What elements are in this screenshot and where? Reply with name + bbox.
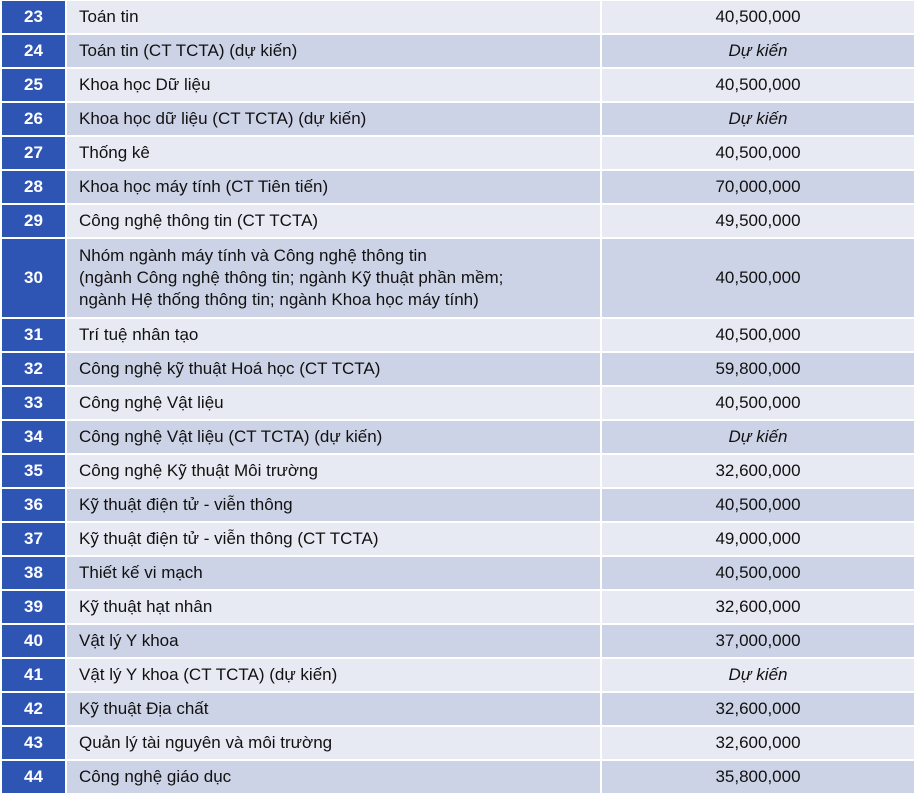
row-number: 39 — [2, 591, 67, 623]
tuition-fee: 49,000,000 — [602, 523, 914, 555]
program-name-line: Nhóm ngành máy tính và Công nghệ thông tin — [79, 246, 427, 265]
program-name-line: Công nghệ Kỹ thuật Môi trường — [79, 461, 318, 480]
tuition-fee: 70,000,000 — [602, 171, 914, 203]
program-name — [67, 137, 602, 169]
program-name — [67, 319, 602, 351]
tuition-fee: 32,600,000 — [602, 455, 914, 487]
row-number: 43 — [2, 727, 67, 759]
tuition-fee: 40,500,000 — [602, 239, 914, 317]
tuition-fee: 40,500,000 — [602, 319, 914, 351]
tuition-fee: 32,600,000 — [602, 727, 914, 759]
table-row — [2, 727, 914, 761]
program-name-line: Kỹ thuật Địa chất — [79, 699, 209, 718]
row-number: 26 — [2, 103, 67, 135]
table-row — [2, 103, 914, 137]
program-name — [67, 1, 602, 33]
row-number: 28 — [2, 171, 67, 203]
program-name-line: Vật lý Y khoa — [79, 631, 179, 650]
program-name-line: Kỹ thuật điện tử - viễn thông — [79, 495, 293, 514]
tuition-fee: 40,500,000 — [602, 1, 914, 33]
program-name-line: Công nghệ kỹ thuật Hoá học (CT TCTA) — [79, 359, 381, 378]
table-row — [2, 625, 914, 659]
tuition-fee: Dự kiến — [602, 421, 914, 453]
table-row — [2, 557, 914, 591]
table-row — [2, 455, 914, 489]
table-row — [2, 761, 914, 795]
program-name-line: Khoa học Dữ liệu — [79, 75, 211, 94]
table-row — [2, 523, 914, 557]
program-name-line: Toán tin — [79, 7, 139, 26]
program-name — [67, 591, 602, 623]
tuition-fee: 32,600,000 — [602, 693, 914, 725]
table-row — [2, 69, 914, 103]
program-name-line: Công nghệ Vật liệu (CT TCTA) (dự kiến) — [79, 427, 383, 446]
program-name-line: Kỹ thuật hạt nhân — [79, 597, 213, 616]
tuition-table — [2, 0, 914, 795]
program-name-line: Công nghệ Vật liệu — [79, 393, 224, 412]
row-number: 29 — [2, 205, 67, 237]
table-row — [2, 205, 914, 239]
tuition-fee: Dự kiến — [602, 659, 914, 691]
row-number: 44 — [2, 761, 67, 793]
table-row — [2, 239, 914, 319]
program-name — [67, 557, 602, 589]
row-number: 37 — [2, 523, 67, 555]
tuition-fee: 59,800,000 — [602, 353, 914, 385]
program-name — [67, 387, 602, 419]
table-row — [2, 489, 914, 523]
program-name — [67, 659, 602, 691]
program-name — [67, 421, 602, 453]
row-number: 42 — [2, 693, 67, 725]
row-number: 36 — [2, 489, 67, 521]
program-name-line: Trí tuệ nhân tạo — [79, 325, 199, 344]
program-name — [67, 103, 602, 135]
table-row — [2, 659, 914, 693]
tuition-fee: 40,500,000 — [602, 557, 914, 589]
program-name-line: Quản lý tài nguyên và môi trường — [79, 733, 333, 752]
program-name — [67, 353, 602, 385]
table-row — [2, 591, 914, 625]
program-name — [67, 625, 602, 657]
program-name-line: Thống kê — [79, 143, 150, 162]
row-number: 23 — [2, 1, 67, 33]
row-number: 40 — [2, 625, 67, 657]
table-row — [2, 421, 914, 455]
program-name — [67, 239, 602, 317]
program-name — [67, 489, 602, 521]
row-number: 30 — [2, 239, 67, 317]
program-name-line: Kỹ thuật điện tử - viễn thông (CT TCTA) — [79, 529, 379, 548]
table-row — [2, 387, 914, 421]
tuition-fee: Dự kiến — [602, 35, 914, 67]
tuition-fee: 40,500,000 — [602, 387, 914, 419]
tuition-fee: Dự kiến — [602, 103, 914, 135]
program-name — [67, 523, 602, 555]
tuition-fee: 35,800,000 — [602, 761, 914, 793]
row-number: 24 — [2, 35, 67, 67]
tuition-fee: 49,500,000 — [602, 205, 914, 237]
program-name-line: Khoa học dữ liệu (CT TCTA) (dự kiến) — [79, 109, 367, 128]
tuition-fee: 40,500,000 — [602, 69, 914, 101]
row-number: 25 — [2, 69, 67, 101]
row-number: 33 — [2, 387, 67, 419]
row-number: 41 — [2, 659, 67, 691]
tuition-fee: 40,500,000 — [602, 137, 914, 169]
program-name — [67, 171, 602, 203]
row-number: 35 — [2, 455, 67, 487]
row-number: 38 — [2, 557, 67, 589]
program-name-line: Vật lý Y khoa (CT TCTA) (dự kiến) — [79, 665, 338, 684]
row-number: 34 — [2, 421, 67, 453]
program-name-line: Công nghệ thông tin (CT TCTA) — [79, 211, 319, 230]
program-name-line: Thiết kế vi mạch — [79, 563, 203, 582]
table-row — [2, 693, 914, 727]
program-name-line: Toán tin (CT TCTA) (dự kiến) — [79, 41, 298, 60]
program-name — [67, 693, 602, 725]
program-name — [67, 35, 602, 67]
table-row — [2, 35, 914, 69]
program-name — [67, 727, 602, 759]
program-name — [67, 455, 602, 487]
program-name — [67, 761, 602, 793]
row-number: 31 — [2, 319, 67, 351]
program-name-line: Công nghệ giáo dục — [79, 767, 232, 786]
program-name — [67, 69, 602, 101]
table-row — [2, 171, 914, 205]
table-row — [2, 137, 914, 171]
table-row — [2, 353, 914, 387]
row-number: 27 — [2, 137, 67, 169]
program-name-line: Khoa học máy tính (CT Tiên tiến) — [79, 177, 329, 196]
program-name — [67, 205, 602, 237]
tuition-fee: 37,000,000 — [602, 625, 914, 657]
row-number: 32 — [2, 353, 67, 385]
tuition-fee: 40,500,000 — [602, 489, 914, 521]
program-name-line: (ngành Công nghệ thông tin; ngành Kỹ thuật phần mềm; — [79, 268, 504, 287]
tuition-fee: 32,600,000 — [602, 591, 914, 623]
table-row — [2, 1, 914, 35]
table-row — [2, 319, 914, 353]
program-name-line: ngành Hệ thống thông tin; ngành Khoa học máy tính) — [79, 290, 479, 309]
